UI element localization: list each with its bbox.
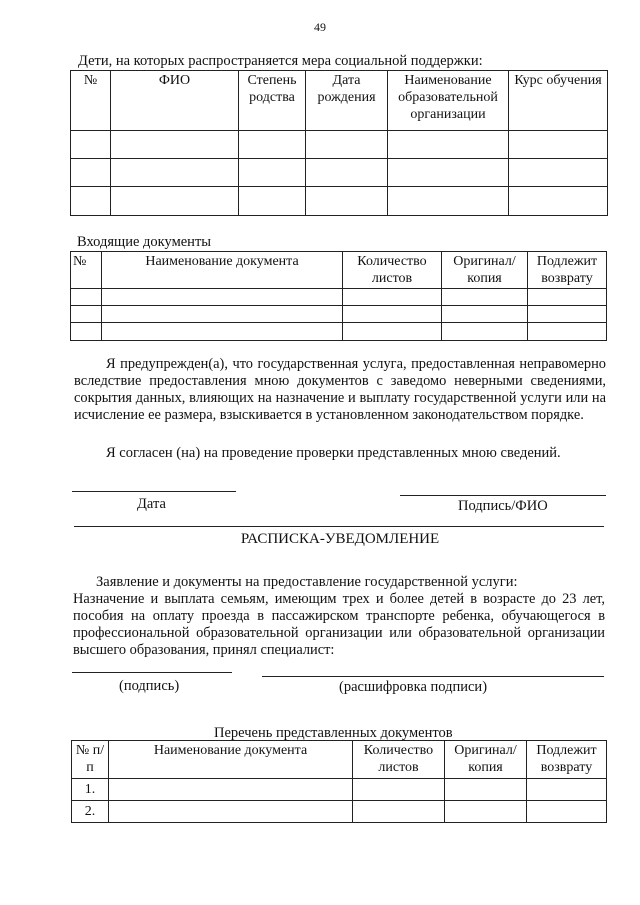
table-row bbox=[71, 159, 608, 187]
table-cell[interactable] bbox=[388, 159, 509, 187]
header-fio: ФИО bbox=[111, 71, 239, 131]
children-table bbox=[70, 70, 608, 216]
table-cell[interactable] bbox=[353, 801, 445, 823]
incoming-docs-table bbox=[70, 251, 607, 341]
table-cell[interactable] bbox=[442, 289, 528, 306]
table-row bbox=[72, 779, 607, 801]
table-cell[interactable] bbox=[527, 779, 607, 801]
table-header-row bbox=[71, 71, 608, 131]
table-cell[interactable] bbox=[71, 323, 102, 341]
table-cell[interactable] bbox=[442, 306, 528, 323]
table-cell[interactable] bbox=[306, 159, 388, 187]
page-number: 49 bbox=[314, 20, 326, 34]
table-row bbox=[71, 306, 607, 323]
header-birth-date: Дата рождения bbox=[306, 71, 388, 131]
consent-text: Я согласен (на) на проведение проверки представленных мною сведений. bbox=[106, 445, 561, 461]
table-cell[interactable] bbox=[111, 131, 239, 159]
receipt-intro: Заявление и документы на предоставление государственной услуги: bbox=[96, 574, 518, 590]
table-cell[interactable] bbox=[109, 779, 353, 801]
table-cell[interactable] bbox=[527, 801, 607, 823]
row-number: 1. bbox=[72, 779, 109, 801]
table-cell[interactable] bbox=[343, 306, 442, 323]
table-cell[interactable] bbox=[528, 323, 607, 341]
table-cell[interactable] bbox=[71, 306, 102, 323]
table-cell[interactable] bbox=[343, 323, 442, 341]
receipt-body: Назначение и выплата семьям, имеющим трех и более детей в возрасте до 23 лет, пособия на оплату проезда в пассажирском транспорте ребенка, обучающегося в профессиональной образовательной организации или образовательной организации высшего образования, принял специалист: bbox=[73, 591, 605, 658]
table-row bbox=[71, 323, 607, 341]
header-org: Наименование образовательной организации bbox=[388, 71, 509, 131]
table-cell[interactable] bbox=[509, 131, 608, 159]
table-cell[interactable] bbox=[306, 187, 388, 216]
table-cell[interactable] bbox=[353, 779, 445, 801]
header-doc-name: Наименование документа bbox=[109, 741, 353, 779]
date-line[interactable] bbox=[72, 491, 236, 492]
table-cell[interactable] bbox=[388, 187, 509, 216]
table-header-row bbox=[72, 741, 607, 779]
table-cell[interactable] bbox=[102, 323, 343, 341]
header-return: Подлежит возврату bbox=[528, 252, 607, 289]
warning-text: Я предупрежден(а), что государственная услуга, предоставленная неправомерно вследствие предоставления мною документов с заведомо неверными сведениями, сокрытия данных, влияющих на назначение и выплату государственной услуги или на исчисление ее размера, взыскивается в установленном законодательством порядке. bbox=[74, 356, 606, 423]
table-cell[interactable] bbox=[343, 289, 442, 306]
signature-line[interactable] bbox=[400, 495, 606, 496]
table-header-row bbox=[71, 252, 607, 289]
header-sheet-count: Количество листов bbox=[353, 741, 445, 779]
header-relation: Степень родства bbox=[239, 71, 306, 131]
table-cell[interactable] bbox=[71, 159, 111, 187]
table-row bbox=[71, 289, 607, 306]
table-cell[interactable] bbox=[239, 159, 306, 187]
table-row bbox=[71, 131, 608, 159]
table-cell[interactable] bbox=[528, 289, 607, 306]
table-cell[interactable] bbox=[239, 131, 306, 159]
table-cell[interactable] bbox=[442, 323, 528, 341]
signature-label: Подпись/ФИО bbox=[458, 498, 548, 514]
table-cell[interactable] bbox=[239, 187, 306, 216]
header-original-copy: Оригинал/ копия bbox=[445, 741, 527, 779]
table-cell[interactable] bbox=[71, 131, 111, 159]
sign-label: (подпись) bbox=[119, 678, 180, 694]
docs-list-title: Перечень представленных документов bbox=[214, 725, 453, 741]
specialist-decode-line[interactable] bbox=[262, 676, 604, 677]
table-cell[interactable] bbox=[306, 131, 388, 159]
table-cell[interactable] bbox=[102, 306, 343, 323]
header-doc-name: Наименование документа bbox=[102, 252, 343, 289]
table-row bbox=[71, 187, 608, 216]
table-cell[interactable] bbox=[111, 159, 239, 187]
header-course: Курс обучения bbox=[509, 71, 608, 131]
table-cell[interactable] bbox=[509, 187, 608, 216]
header-return: Подлежит возврату bbox=[527, 741, 607, 779]
children-section-title: Дети, на которых распространяется мера социальной поддержки: bbox=[78, 53, 483, 69]
table-cell[interactable] bbox=[388, 131, 509, 159]
table-cell[interactable] bbox=[102, 289, 343, 306]
header-number: № п/п bbox=[72, 741, 109, 779]
table-cell[interactable] bbox=[111, 187, 239, 216]
header-sheet-count: Количество листов bbox=[343, 252, 442, 289]
row-number: 2. bbox=[72, 801, 109, 823]
receipt-title: РАСПИСКА-УВЕДОМЛЕНИЕ bbox=[240, 531, 440, 547]
docs-list-table bbox=[71, 740, 607, 823]
incoming-docs-title: Входящие документы bbox=[77, 234, 212, 250]
decode-label: (расшифровка подписи) bbox=[339, 679, 488, 695]
table-cell[interactable] bbox=[509, 159, 608, 187]
header-original-copy: Оригинал/ копия bbox=[442, 252, 528, 289]
header-number: № bbox=[71, 71, 111, 131]
table-cell[interactable] bbox=[109, 801, 353, 823]
table-cell[interactable] bbox=[528, 306, 607, 323]
header-number: № bbox=[71, 252, 102, 289]
separator-line bbox=[74, 526, 604, 527]
specialist-sign-line[interactable] bbox=[72, 672, 232, 673]
table-row bbox=[72, 801, 607, 823]
table-cell[interactable] bbox=[71, 187, 111, 216]
table-cell[interactable] bbox=[445, 801, 527, 823]
table-cell[interactable] bbox=[71, 289, 102, 306]
date-label: Дата bbox=[137, 496, 166, 512]
table-cell[interactable] bbox=[445, 779, 527, 801]
